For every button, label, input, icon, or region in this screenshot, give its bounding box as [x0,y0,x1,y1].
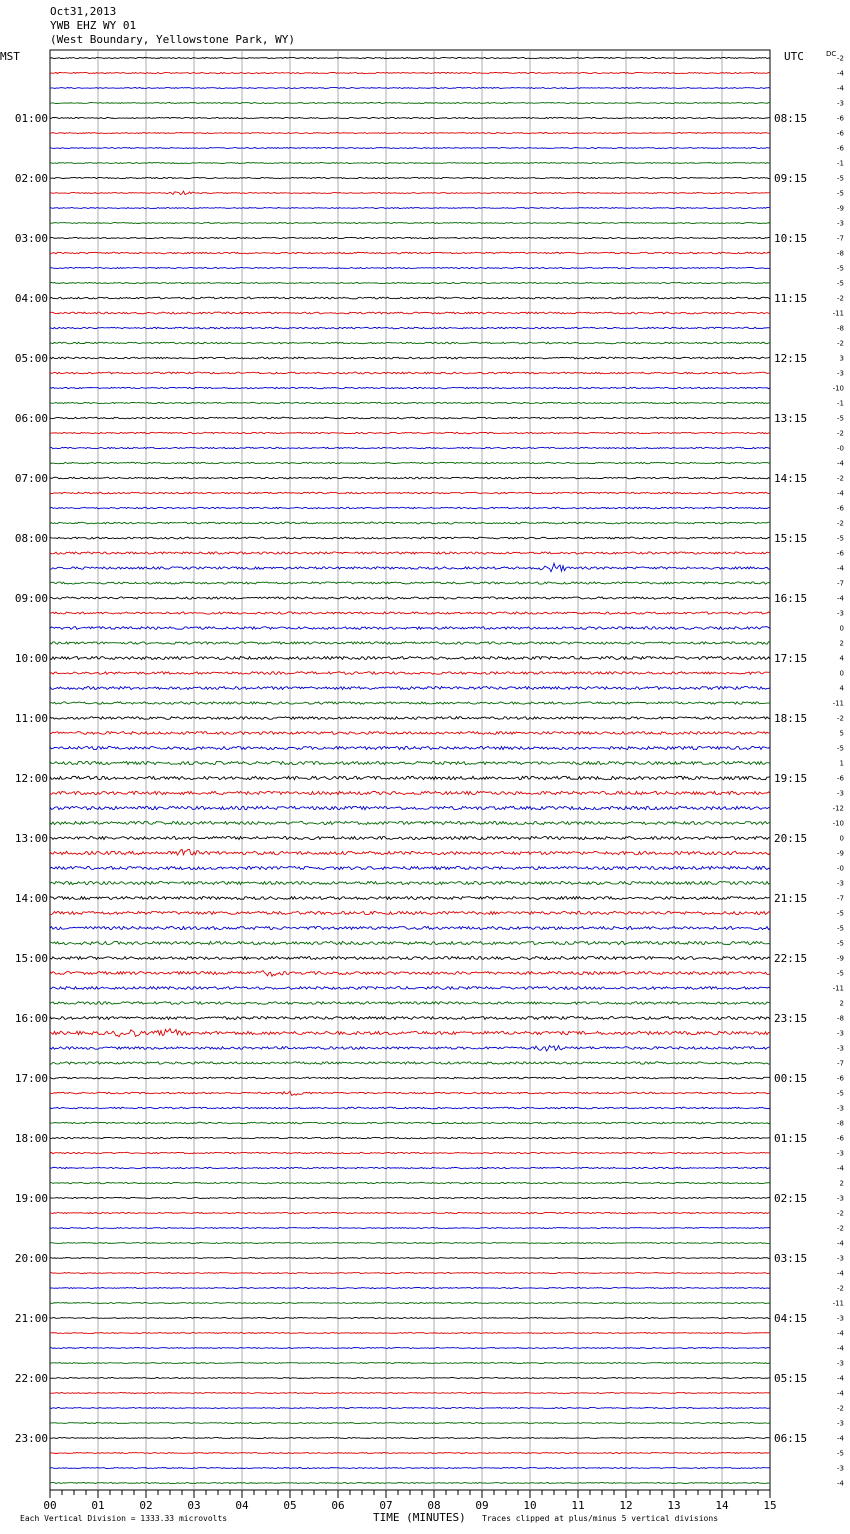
dc-offset-label: -10 [832,384,844,393]
dc-offset-label: -4 [837,594,844,603]
seismic-trace [50,133,770,134]
dc-offset-label: -7 [837,894,844,903]
x-tick-label: 08 [427,1499,441,1512]
left-hour-label: 17:00 [14,1072,48,1085]
right-hour-label: 19:15 [774,772,808,785]
seismic-trace [50,776,770,779]
dc-offset-label: -3 [837,1419,844,1428]
seismic-trace [50,821,770,824]
seismic-trace [50,1288,770,1289]
dc-offset-label: -4 [837,489,844,498]
seismic-trace [50,627,770,630]
seismic-trace [50,987,770,990]
seismic-trace [50,791,770,794]
dc-offset-label: -2 [837,429,844,438]
left-hour-label: 03:00 [14,232,48,245]
dc-offset-label: -1 [837,399,844,408]
x-tick-label: 01 [91,1499,105,1512]
left-hour-label: 12:00 [14,772,48,785]
seismic-trace [50,1348,770,1349]
seismic-trace [50,911,770,914]
seismic-trace [50,702,770,704]
dc-offset-label: 0 [839,669,844,678]
x-tick-label: 14 [715,1499,729,1512]
plot-frame [50,50,770,1490]
right-hour-label: 05:15 [774,1372,808,1385]
seismic-trace [50,1002,770,1005]
seismic-trace [50,836,770,839]
x-tick-label: 06 [331,1499,345,1512]
left-hour-label: 05:00 [14,352,48,365]
seismic-trace [50,1333,770,1334]
dc-offset-label: -5 [837,909,844,918]
dc-offset-label: 2 [839,999,844,1008]
right-hour-label: 20:15 [774,832,808,845]
seismic-trace [50,117,770,118]
seismic-trace [50,597,770,599]
seismic-trace [50,223,770,224]
seismic-trace [50,1378,770,1379]
dc-offset-label: -2 [837,1209,844,1218]
seismic-trace [50,866,770,869]
scale-note: Each Vertical Division = 1333.33 microvolts [20,1514,228,1523]
seismic-trace [50,1318,770,1319]
dc-offset-label: -5 [837,174,844,183]
dc-offset-label: -5 [837,1089,844,1098]
dc-offset-label: -5 [837,414,844,423]
seismic-trace [50,88,770,89]
seismic-trace [50,297,770,299]
dc-header-label: DC [826,50,837,58]
right-hour-label: 15:15 [774,532,808,545]
seismic-trace [50,237,770,238]
seismic-trace [50,1091,770,1095]
right-hour-label: 22:15 [774,952,808,965]
dc-offset-label: -7 [837,579,844,588]
dc-offset-label: -2 [837,1224,844,1233]
seismic-trace [50,177,770,178]
seismic-trace [50,657,770,660]
dc-offset-label: -11 [832,309,844,318]
x-tick-label: 11 [571,1499,585,1512]
seismic-trace [50,582,770,584]
dc-offset-label: -8 [837,249,844,258]
left-hour-label: 02:00 [14,172,48,185]
dc-offset-label: -5 [837,189,844,198]
station-code: YWB EHZ WY 01 [50,19,137,32]
seismic-trace [50,672,770,675]
seismic-trace [50,1167,770,1168]
dc-offset-label: -8 [837,1014,844,1023]
seismic-trace [50,1029,770,1037]
seismic-trace [50,72,770,73]
x-tick-label: 09 [475,1499,489,1512]
dc-offset-label: -9 [837,849,844,858]
dc-offset-label: -4 [837,1434,844,1443]
x-tick-label: 00 [43,1499,57,1512]
seismic-trace [50,1438,770,1439]
dc-offset-label: 0 [839,624,844,633]
seismic-trace [50,687,770,690]
dc-offset-label: -8 [837,1119,844,1128]
dc-offset-label: -2 [837,1404,844,1413]
seismic-trace [50,806,770,809]
x-tick-label: 07 [379,1499,393,1512]
dc-offset-label: -0 [837,444,844,453]
seismic-trace [50,1228,770,1229]
right-hour-label: 09:15 [774,172,808,185]
dc-offset-label: 4 [839,684,844,693]
seismic-trace [50,507,770,509]
dc-offset-label: -6 [837,1134,844,1143]
seismic-trace [50,522,770,524]
right-timezone-label: UTC [784,50,804,63]
dc-offset-label: -3 [837,1044,844,1053]
right-hour-label: 14:15 [774,472,808,485]
right-hour-label: 21:15 [774,892,808,905]
dc-offset-label: -3 [837,1314,844,1323]
seismic-trace [50,282,770,283]
left-hour-label: 09:00 [14,592,48,605]
x-tick-label: 02 [139,1499,153,1512]
x-tick-label: 05 [283,1499,297,1512]
seismic-trace [50,642,770,644]
right-hour-label: 01:15 [774,1132,808,1145]
seismic-trace [50,1077,770,1079]
seismic-trace [50,1258,770,1259]
right-hour-label: 12:15 [774,352,808,365]
seismic-trace [50,148,770,149]
seismic-trace [50,208,770,209]
seismic-trace [50,57,770,58]
plot-date: Oct31,2013 [50,5,117,18]
seismic-trace [50,537,770,539]
seismic-trace [50,1423,770,1424]
dc-offset-label: -2 [837,1284,844,1293]
x-tick-label: 13 [667,1499,681,1512]
dc-offset-label: -4 [837,69,844,78]
dc-offset-label: -5 [837,264,844,273]
left-hour-label: 14:00 [14,892,48,905]
dc-offset-label: -4 [837,1389,844,1398]
seismic-trace [50,357,770,359]
x-tick-label: 03 [187,1499,201,1512]
right-hour-label: 17:15 [774,652,808,665]
seismic-trace [50,941,770,944]
seismic-trace [50,1453,770,1454]
seismic-trace [50,957,770,960]
seismic-trace [50,462,770,463]
seismic-trace [50,612,770,614]
dc-offset-label: -4 [837,564,844,573]
dc-offset-label: -3 [837,99,844,108]
dc-offset-label: -11 [832,1299,844,1308]
seismic-trace [50,387,770,388]
left-hour-label: 16:00 [14,1012,48,1025]
right-hour-label: 03:15 [774,1252,808,1265]
left-hour-label: 07:00 [14,472,48,485]
dc-offset-label: -6 [837,774,844,783]
dc-offset-label: -6 [837,114,844,123]
dc-offset-label: -5 [837,969,844,978]
dc-offset-label: -11 [832,984,844,993]
seismic-trace [50,1468,770,1469]
clip-note: Traces clipped at plus/minus 5 vertical divisions [482,1514,719,1523]
left-hour-label: 23:00 [14,1432,48,1445]
left-hour-label: 01:00 [14,112,48,125]
seismic-trace [50,103,770,104]
seismic-trace [50,1107,770,1109]
dc-offset-label: -12 [832,804,844,813]
seismic-trace [50,402,770,403]
right-hour-label: 02:15 [774,1192,808,1205]
right-hour-label: 10:15 [774,232,808,245]
dc-offset-label: -5 [837,1449,844,1458]
dc-offset-label: -2 [837,54,844,63]
right-hour-label: 11:15 [774,292,808,305]
dc-offset-label: -2 [837,294,844,303]
dc-offset-label: -3 [837,1359,844,1368]
left-hour-label: 08:00 [14,532,48,545]
seismic-trace [50,342,770,344]
seismic-trace [50,1182,770,1183]
x-tick-label: 10 [523,1499,537,1512]
dc-offset-label: -4 [837,1239,844,1248]
dc-offset-label: -5 [837,279,844,288]
seismic-trace [50,477,770,479]
seismic-trace [50,717,770,720]
left-hour-label: 19:00 [14,1192,48,1205]
x-tick-label: 12 [619,1499,633,1512]
dc-offset-label: -4 [837,1374,844,1383]
seismic-trace [50,191,770,195]
seismic-trace [50,563,770,571]
right-hour-label: 18:15 [774,712,808,725]
dc-offset-label: -4 [837,1164,844,1173]
seismic-trace [50,1243,770,1244]
dc-offset-label: -4 [837,1329,844,1338]
seismic-trace [50,881,770,884]
seismic-trace [50,732,770,735]
dc-offset-label: -3 [837,1029,844,1038]
right-hour-label: 13:15 [774,412,808,425]
seismic-trace [50,372,770,374]
dc-offset-label: -7 [837,234,844,243]
seismic-trace [50,746,770,749]
dc-offset-label: -6 [837,504,844,513]
right-hour-label: 00:15 [774,1072,808,1085]
right-hour-label: 08:15 [774,112,808,125]
seismic-trace [50,1046,770,1051]
dc-offset-label: -2 [837,474,844,483]
left-hour-label: 10:00 [14,652,48,665]
left-hour-label: 21:00 [14,1312,48,1325]
right-hour-label: 06:15 [774,1432,808,1445]
dc-offset-label: -5 [837,744,844,753]
left-hour-label: 13:00 [14,832,48,845]
seismic-trace [50,849,770,855]
dc-offset-label: -4 [837,1344,844,1353]
seismic-trace [50,1363,770,1364]
seismic-trace [50,1152,770,1153]
dc-offset-label: -6 [837,549,844,558]
seismic-trace [50,1408,770,1409]
dc-offset-label: -2 [837,339,844,348]
seismic-trace [50,327,770,329]
right-hour-label: 04:15 [774,1312,808,1325]
left-hour-label: 18:00 [14,1132,48,1145]
dc-offset-label: -3 [837,369,844,378]
seismic-trace [50,1212,770,1213]
dc-offset-label: -3 [837,1254,844,1263]
left-hour-label: 15:00 [14,952,48,965]
x-tick-label: 04 [235,1499,249,1512]
right-hour-label: 23:15 [774,1012,808,1025]
seismic-trace [50,897,770,900]
dc-offset-label: 3 [839,354,844,363]
dc-offset-label: 2 [839,1179,844,1188]
dc-offset-label: -6 [837,129,844,138]
left-hour-label: 04:00 [14,292,48,305]
seismic-trace [50,1137,770,1138]
dc-offset-label: -6 [837,144,844,153]
dc-offset-label: -4 [837,459,844,468]
right-hour-label: 16:15 [774,592,808,605]
dc-offset-label: -3 [837,1464,844,1473]
seismic-trace [50,1393,770,1394]
dc-offset-label: -5 [837,924,844,933]
x-tick-label: 15 [763,1499,777,1512]
seismic-trace [50,1273,770,1274]
dc-offset-label: 1 [839,759,844,768]
dc-offset-label: -2 [837,714,844,723]
left-hour-label: 22:00 [14,1372,48,1385]
seismic-trace [50,552,770,554]
dc-offset-label: -1 [837,159,844,168]
dc-offset-label: -3 [837,879,844,888]
seismic-trace [50,761,770,764]
seismic-trace [50,1483,770,1484]
seismic-trace [50,252,770,254]
dc-offset-label: -4 [837,1479,844,1488]
dc-offset-label: -3 [837,789,844,798]
seismic-trace [50,447,770,448]
seismic-trace [50,1017,770,1020]
dc-offset-label: -3 [837,609,844,618]
dc-offset-label: -3 [837,219,844,228]
left-hour-label: 20:00 [14,1252,48,1265]
dc-offset-label: -2 [837,519,844,528]
dc-offset-label: -9 [837,204,844,213]
station-location: (West Boundary, Yellowstone Park, WY) [50,33,296,46]
seismic-trace [50,1062,770,1064]
x-axis-title: TIME (MINUTES) [373,1511,466,1524]
seismic-trace [50,1303,770,1304]
seismic-trace [50,163,770,164]
dc-offset-label: -6 [837,1074,844,1083]
dc-offset-label: -5 [837,534,844,543]
dc-offset-label: -10 [832,819,844,828]
dc-offset-label: 0 [839,834,844,843]
left-timezone-label: MST [0,50,20,63]
dc-offset-label: -4 [837,1269,844,1278]
dc-offset-label: -3 [837,1149,844,1158]
dc-offset-label: -0 [837,864,844,873]
dc-offset-label: -8 [837,324,844,333]
seismic-trace [50,312,770,314]
left-hour-label: 11:00 [14,712,48,725]
seismic-trace [50,432,770,433]
seismic-trace [50,1197,770,1198]
dc-offset-label: -9 [837,954,844,963]
dc-offset-label: 2 [839,639,844,648]
dc-offset-label: -7 [837,1059,844,1068]
dc-offset-label: 4 [839,654,844,663]
dc-offset-label: -3 [837,1104,844,1113]
seismic-trace [50,971,770,977]
seismic-trace [50,267,770,268]
dc-offset-label: -3 [837,1194,844,1203]
seismic-trace [50,926,770,929]
dc-offset-label: -4 [837,84,844,93]
seismic-trace [50,1122,770,1124]
dc-offset-label: 5 [839,729,844,738]
dc-offset-label: -5 [837,939,844,948]
dc-offset-label: -11 [832,699,844,708]
seismic-trace [50,417,770,419]
seismic-trace [50,492,770,494]
left-hour-label: 06:00 [14,412,48,425]
